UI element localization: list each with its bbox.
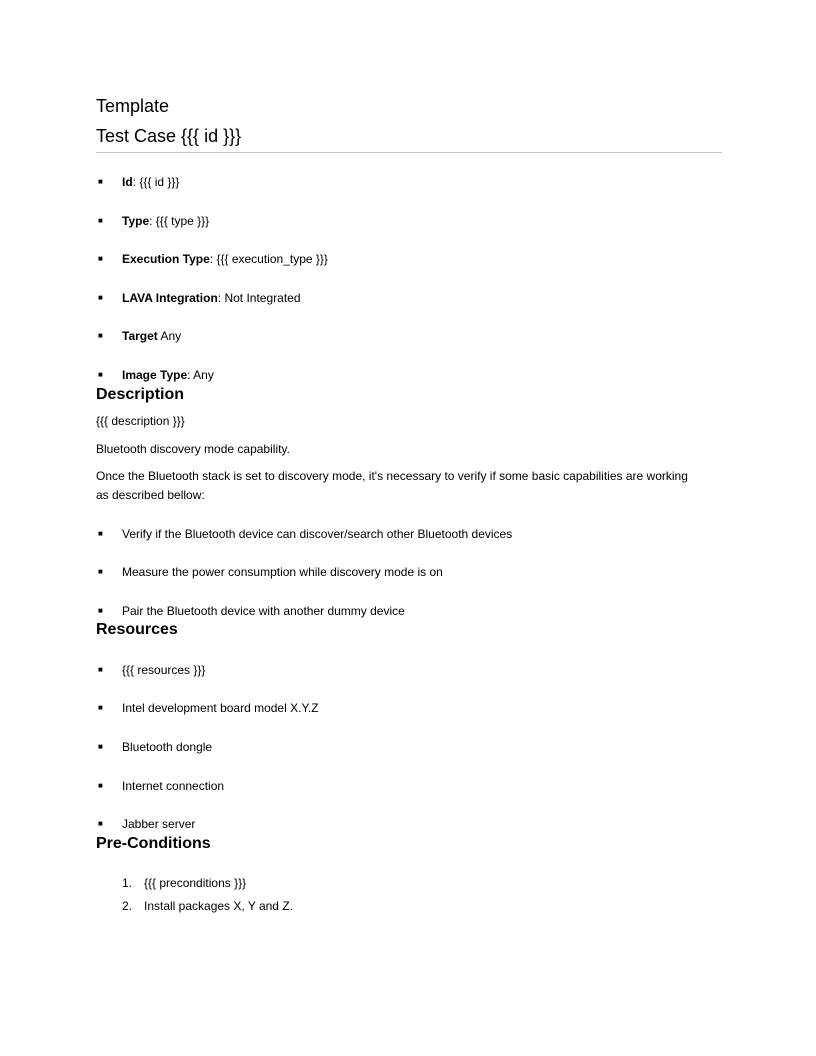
bullet-icon: ■ [98,216,103,225]
bullet-icon: ■ [98,177,103,186]
bullet-icon: ■ [98,370,103,379]
description-summary: Bluetooth discovery mode capability. [96,442,290,456]
meta-value: Any [193,368,214,382]
meta-value: Any [160,329,182,343]
meta-label: Id [122,175,133,189]
bullet-icon: ■ [98,742,103,751]
bullet-icon: ■ [98,703,103,712]
description-placeholder: {{{ description }}} [96,414,185,428]
meta-label: Type [122,214,150,228]
bullet-icon: ■ [98,819,103,828]
template-label: Template [96,96,170,116]
meta-label: Execution Type [122,252,210,266]
bullet-icon: ■ [98,293,103,302]
preconditions-heading: Pre-Conditions [96,835,211,852]
bullet-icon: ■ [98,665,103,674]
bullet-icon: ■ [98,567,103,576]
description-body: Once the Bluetooth stack is set to discovery mode, it's necessary to verify if some basic capabilities are working as described bellow: [96,469,688,502]
list-number: 1. [122,876,133,890]
title-divider [96,152,722,153]
list-number: 2. [122,899,133,913]
meta-label: LAVA Integration [122,291,218,305]
meta-label: Target [122,329,158,343]
bullet-icon: ■ [98,529,103,538]
resources-heading: Resources [96,621,178,638]
bullet-icon: ■ [98,331,103,340]
description-heading: Description [96,386,185,403]
meta-value: Not Integrated [224,291,301,305]
meta-label: Image Type [122,368,188,382]
bullet-icon: ■ [98,606,103,615]
bullet-icon: ■ [98,781,103,790]
meta-value: {{{ id }}} [139,175,180,189]
meta-value: {{{ type }}} [155,214,210,228]
bullet-icon: ■ [98,254,103,263]
meta-value: {{{ execution_type }}} [216,252,328,266]
page-title: Test Case {{{ id }}} [96,126,242,146]
